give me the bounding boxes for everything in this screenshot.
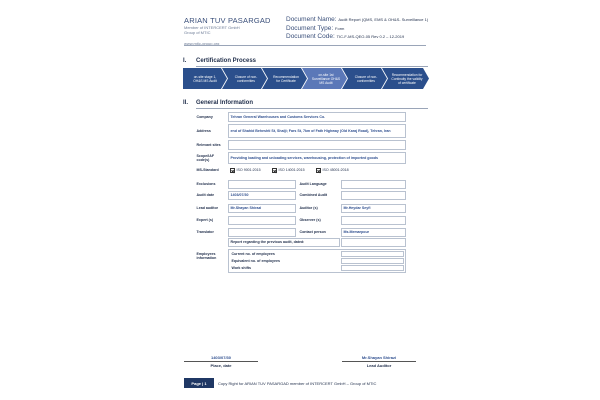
exclusions-field[interactable] [228,180,296,189]
address-label: Address [196,128,211,133]
current-employees-label: Current no. of employees [231,251,275,256]
doc-name-label: Document Name: [286,16,337,23]
signature-auditor-value: Mr.Shayan Shirazi [361,355,397,360]
address-field[interactable]: end of Shahid Beheshti St, Shalji; Fars St, 7km of Fath Highway (Old Karaj Road), Tehran, Iran [228,124,406,138]
experts-label: Expert (s) [196,218,214,223]
page-number: Page | 1 [184,378,214,388]
company-logo-text: ARIAN TUV PASARGAD [184,16,271,25]
relevant-sites-field[interactable] [228,140,406,150]
combined-audit-field[interactable] [341,191,406,200]
combined-audit-label: Combined Audit [299,193,328,198]
certification-process-flow [183,68,429,89]
process-step-1: on-site stage 1, OH&S MS Audit [193,74,217,83]
website-text: www.mtic-group.org [184,41,220,46]
section-title: Certification Process [196,58,257,64]
audit-language-label: Audit Language [299,182,327,187]
member-text: Member of INTERCERT GmbH [184,25,240,30]
previous-report-label: Report regarding the previous audit, dated: [228,238,340,247]
checkbox-checked-icon[interactable] [272,168,277,173]
current-employees-field[interactable] [341,251,404,257]
lead-auditor-label: Lead auditor [196,206,219,211]
signature-date-label: Place, date [184,361,258,368]
previous-report-field[interactable] [341,238,406,247]
employees-info-label: Employees information [196,251,217,260]
section-certification-process-heading [183,58,256,64]
process-step-5: Closure of non-conformities [354,74,378,83]
company-field[interactable]: Tehran General Warehouses and Customs Services Co. [228,112,406,122]
translator-label: Translator [196,230,214,235]
copyright-text: Copy Right for ARIAN TUV PASARGAD member of INTERCERT GmbH – Group of MTIC [218,380,377,386]
signature-date-value: 1403/07/30 [210,355,232,360]
scope-label: Scope/IAF code(s) [196,153,215,162]
header-divider [184,45,426,46]
checkbox-checked-icon[interactable] [316,168,321,173]
section-general-information-heading [183,100,253,106]
observers-field[interactable] [341,216,406,225]
standard-label: ISO 14001:2015 [278,168,305,173]
contact-person-label: Contact person [299,230,326,235]
standard-label: ISO 45001:2018 [322,168,349,173]
signature-auditor-label: Lead Auditor [342,361,416,368]
standard-option-iso45001[interactable] [314,166,358,175]
section-title: General Information [196,100,254,106]
doc-code-label: Document Code: [286,33,335,40]
audit-date-field[interactable]: 1403/07/30 [228,191,296,200]
standard-option-iso14001[interactable] [270,166,314,175]
process-step-2: Closure of non-conformities [234,74,258,83]
auditors-label: Auditor (s) [299,206,318,211]
section-divider [196,108,428,109]
auditors-field[interactable]: Mr.Heydar Seyfi [341,204,406,213]
ms-standard-label: MS-Standard [196,168,219,173]
standard-option-iso9001[interactable] [228,166,270,175]
observers-label: Observer (s) [299,218,321,223]
doc-code-value: TIC-F-MS-QEO-05 Rev 0.2 – 12-2019 [336,34,405,39]
doc-type-value: Form [335,25,345,31]
audit-language-field[interactable] [341,180,406,189]
relevant-sites-label: Relevant sites [196,142,221,147]
equivalent-employees-label: Equivalent no. of employees [231,258,281,263]
process-step-4: on-site 1st Surveillance OH&S MS Audit [311,72,341,85]
page-footer [184,378,376,388]
work-shifts-field[interactable] [341,265,404,271]
header-branding [184,16,271,35]
doc-name-value: Audit Report (QMS, EMS & OH&S- Surveillance 1) [338,17,429,22]
checkbox-checked-icon[interactable] [230,168,235,173]
section-divider [196,66,428,67]
translator-field[interactable] [228,228,296,237]
group-text: Group of MTIC [184,30,211,35]
standard-label: ISO 9001:2015 [236,168,261,173]
scope-field[interactable]: Providing loading and unloading services, warehousing, protection of imported goods [228,152,406,164]
doc-type-label: Document Type: [286,24,334,32]
work-shifts-label: Work shifts [231,265,252,270]
process-step-6: Recommendation for Continuity the validity of certificate [391,72,423,85]
experts-field[interactable] [228,216,296,225]
section-number: I. [183,58,187,64]
lead-auditor-field[interactable]: Mr.Shayan Shirazi [228,204,296,213]
contact-person-field[interactable]: Ms.Memarpour [341,228,406,237]
exclusions-label: Exclusions [196,182,216,187]
equivalent-employees-field[interactable] [341,258,404,264]
process-step-3: Recommendation for Certificate [273,74,299,83]
lead-auditor-signature [342,355,416,368]
document-meta [286,16,428,42]
place-date-signature [184,355,258,368]
company-label: Company [196,114,213,119]
section-number: II. [183,100,189,106]
audit-date-label: Audit date [196,193,215,198]
